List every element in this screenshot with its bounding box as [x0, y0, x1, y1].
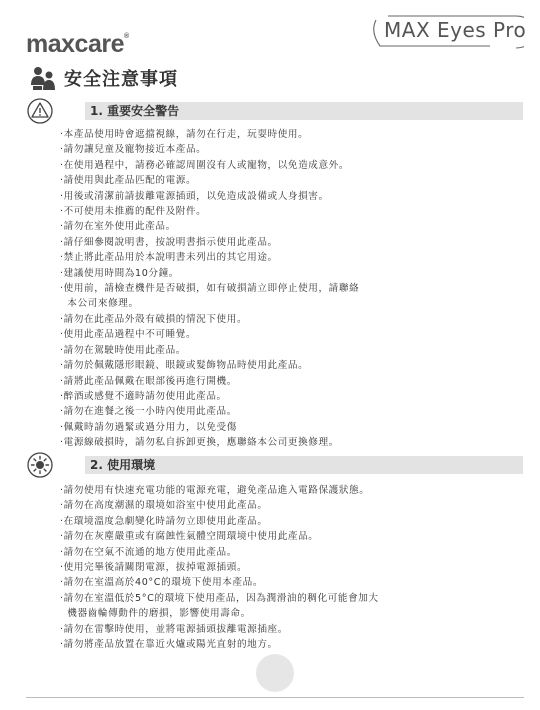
list-item: ‧請勿在進餐之後一小時內使用此產品。 — [60, 406, 237, 418]
list-item: 本公司來修理。 — [60, 298, 139, 310]
list-item: ‧本產品使用時會遮擋視線，請勿在行走，玩耍時使用。 — [60, 129, 309, 140]
list-item: ‧用後或清潔前請拔離電源插頭，以免造成設備或人身損害。 — [60, 190, 329, 202]
list-item: ‧建議使用時間為10分鐘。 — [60, 267, 179, 279]
list-item: ‧請勿於佩戴隱形眼鏡、眼鏡或髮飾物品時使用此產品。 — [60, 360, 309, 372]
people-icon — [30, 65, 56, 91]
list-item: ‧請勿在室外使用此產品。 — [60, 221, 176, 233]
list-item: ‧請勿在雷擊時使用，並將電源插頭拔離電源插座。 — [60, 623, 288, 635]
list-item: ‧請勿在高度潮濕的環境如浴室中使用此產品。 — [60, 500, 268, 512]
section-title: 1. 重要安全警告 — [90, 104, 180, 118]
list-item: ‧請勿讓兒童及寵物接近本產品。 — [60, 144, 207, 156]
list-item: ‧使用此產品過程中不可睡覺。 — [60, 329, 197, 341]
list-item: ‧請勿在室溫高於40°C的環境下使用本產品。 — [60, 577, 264, 589]
list-item: 機器齒輪傳動件的磨損，影響使用壽命。 — [60, 608, 251, 620]
list-item: ‧醉酒或感覺不適時請勿使用此產品。 — [60, 390, 227, 402]
list-item: ‧使用前，請檢查機件是否破損，如有破損請立即停止使用，請聯絡 — [60, 283, 360, 295]
list-item: ‧請勿使用有快速充電功能的電源充電，避免產品進入電路保護狀態。 — [60, 485, 370, 496]
footer-divider — [26, 697, 524, 698]
section-header-warnings — [27, 101, 523, 121]
product-name: MAX Eyes Pro — [384, 18, 527, 42]
list-item: ‧在使用過程中，請務必確認周圍沒有人或寵物，以免造成意外。 — [60, 159, 350, 171]
page-number-badge — [256, 654, 294, 692]
maxcare-logo — [26, 30, 129, 59]
list-item: ‧請勿在灰塵嚴重或有腐蝕性氣體空間環境中使用此產品。 — [60, 531, 319, 543]
list-item: ‧請仔細參閱說明書，按說明書指示使用此產品。 — [60, 236, 278, 248]
list-item: ‧請勿在此產品外殼有破損的情況下使用。 — [60, 313, 248, 325]
warning-triangle-icon — [27, 98, 53, 124]
list-item: ‧請勿將產品放置在靠近火爐或陽光直射的地方。 — [60, 639, 278, 651]
page-heading — [30, 63, 178, 93]
list-item: ‧不可使用未推薦的配件及附件。 — [60, 206, 207, 218]
brand-name: maxcare — [26, 30, 124, 58]
environment-list — [60, 483, 379, 652]
registered-mark: ® — [123, 33, 129, 40]
list-item: ‧請勿在空氣不流通的地方使用此產品。 — [60, 546, 237, 558]
section-header-environment — [27, 455, 523, 475]
list-item: ‧佩戴時請勿過緊或過分用力，以免受傷 — [60, 421, 237, 433]
list-item: ‧在環境溫度急劇變化時請勿立即使用此產品。 — [60, 515, 268, 527]
list-item: ‧使用完畢後請關閉電源，拔掉電源插頭。 — [60, 562, 248, 574]
list-item: ‧電源線破損時，請勿私自拆卸更換，應聯絡本公司更換修理。 — [60, 437, 339, 449]
list-item: ‧禁止將此產品用於本說明書未列出的其它用途。 — [60, 252, 278, 264]
warning-list — [60, 127, 359, 451]
list-item: ‧請勿在駕駛時使用此產品。 — [60, 344, 186, 356]
list-item: ‧請勿在室溫低於5°C的環境下使用產品，因為潤滑油的稠化可能會加大 — [60, 592, 379, 604]
list-item: ‧請使用與此產品匹配的電源。 — [60, 175, 197, 187]
section-title: 2. 使用環境 — [90, 458, 156, 472]
list-item: ‧請將此產品佩戴在眼部後再進行開機。 — [60, 375, 237, 387]
page-title: 安全注意事項 — [64, 69, 178, 90]
sun-icon — [27, 452, 53, 478]
